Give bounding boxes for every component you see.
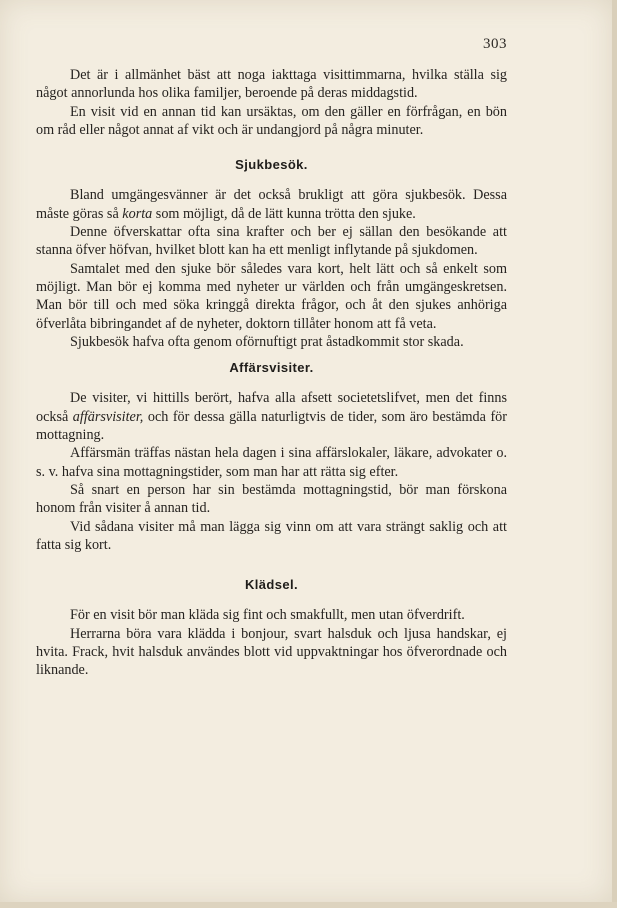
page-number: 303 [483,36,507,52]
heading-kladsel: Klädsel. [244,577,299,593]
affarsvisiter-paragraph-1 [36,389,507,444]
sjukbesok-p1-text-start: Bland umgängesvänner är det också brukligt att göra sjukbesök. Dessa måste göras så [36,187,507,222]
kladsel-paragraph-1: För en visit bör man kläda sig fint och smakfullt, men utan öfverdrift. [70,607,465,624]
heading-sjukbesok: Sjukbesök. [235,157,308,173]
page-edge-bottom [0,902,617,908]
affarsvisiter-paragraph-3: Så snart en person har sin bestämda mottagningstid, bör man förskona honom från visiter å annan tid. [36,481,507,517]
sjukbesok-paragraph-2: Denne öfverskattar ofta sina krafter och ber ej sällan den besökande att stanna öfver höfvan, hvilket blott kan ha ett menligt inflytande på sjukdomen. [36,224,507,259]
sjukbesok-paragraph-3: Samtalet med den sjuke bör således vara kort, helt lätt och så enkelt som möjligt. Man bör ej komma med nyheter ur världen och från umgängeskretsen. Man bör till och med söka kringgå direkta frågor, och åt den sjukes anhöriga öfverlåta bibringandet af de nyheter, doktorn tillåter honom att få veta. [36,260,507,332]
sjukbesok-paragraph-1 [36,186,507,223]
sjukbesok-p1-text-end: som möjligt, då de lätt kunna trötta den sjuke. [152,205,416,222]
page-edge-right [612,0,617,908]
sjukbesok-p1-italic-word: korta [122,205,153,222]
affarsvisiter-paragraph-2: Affärsmän träffas nästan hela dagen i sina affärslokaler, läkare, advokater o. s. v. hafva sina mottagningstider, som man har att rätta sig efter. [36,445,507,480]
kladsel-paragraph-2: Herrarna böra vara klädda i bonjour, svart halsduk och ljusa handskar, ej hvita. Frack, hvit halsduk användes blott vid uppvaktningar hos öfverordnade och liknande. [36,625,507,679]
intro-paragraph-2: En visit vid en annan tid kan ursäktas, om den gäller en förfrågan, en bön om råd eller något annat af vikt och är undangjord på några minuter. [36,103,507,138]
heading-affarsvisiter: Affärsvisiter. [229,360,314,376]
affarsvisiter-p1-text-end: och för dessa gälla naturligtvis de tider, som äro bestämda för mottagning. [36,408,507,444]
sjukbesok-paragraph-4: Sjukbesök hafva ofta genom oförnuftigt prat åstadkommit stor skada. [70,333,464,350]
page-text [36,66,507,680]
affarsvisiter-p1-italic-word: affärsvisiter, [72,408,144,425]
intro-paragraph-1: Det är i allmänhet bäst att noga iakttaga visittimmarna, hvilka ställa sig något annorlunda hos olika familjer, beroende på deras middagstid. [36,67,507,102]
affarsvisiter-p1-text-start: De visiter, vi hittills berört, hafva alla afsett societetslifvet, men det finns också [36,390,507,425]
affarsvisiter-paragraph-4: Vid sådana visiter må man lägga sig vinn om att vara strängt saklig och att fatta sig kort. [36,518,507,553]
